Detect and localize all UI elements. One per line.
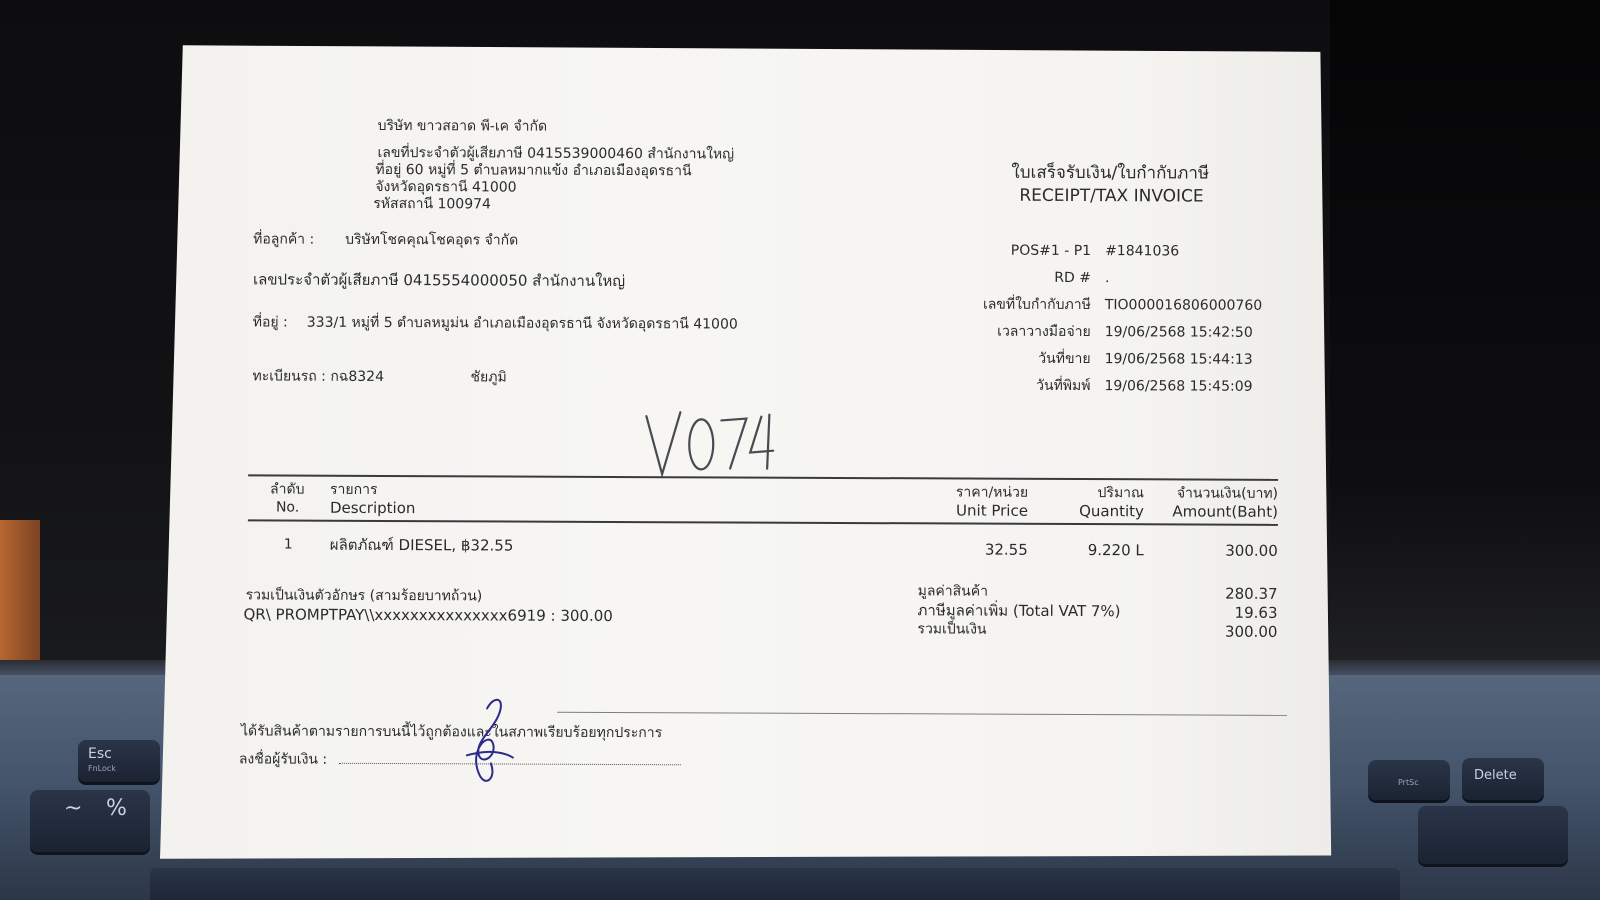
signature-label: ลงชื่อผู้รับเงิน : [238, 751, 328, 768]
tilde-key [30, 790, 150, 852]
esc-key-label: Esc [88, 746, 112, 762]
col-desc-en: Description [329, 498, 416, 518]
row-unit-price: 32.55 [984, 540, 1028, 559]
delete-key [1462, 758, 1544, 800]
tilde-glyph: ~ [64, 796, 83, 821]
meta-label: วันที่พิมพ์ [1036, 377, 1091, 395]
meta-value: TIO000016806000760 [1104, 297, 1263, 314]
meta-value: 19/06/2568 15:44:13 [1104, 351, 1253, 368]
customer-address: 333/1 หมู่ที่ 5 ตำบลหมูม่น อำเภอเมืองอุดรธานี จังหวัดอุดรธานี 41000 [306, 314, 738, 333]
meta-value: 19/06/2568 15:45:09 [1104, 378, 1253, 395]
col-unit-price-en: Unit Price [956, 501, 1029, 520]
meta-label: POS#1 - P1 [1010, 242, 1092, 260]
col-qty-en: Quantity [1079, 502, 1145, 521]
received-statement: ได้รับสินค้าตามรายการบนนี้ไว้ถูกต้องและในสภาพเรียบร้อยทุกประการ [240, 723, 663, 742]
customer-label: ที่อลูกค้า : [253, 231, 315, 248]
fnlock-key-label: FnLock [88, 764, 116, 773]
row-amount: 300.00 [1225, 541, 1278, 560]
col-qty-th: ปริมาณ [1097, 485, 1145, 502]
meta-label: RD # [1054, 269, 1092, 287]
meta-value: . [1104, 270, 1110, 287]
total-value: 19.63 [1234, 603, 1278, 622]
total-value: 300.00 [1224, 622, 1278, 641]
doc-title-th: ใบเสร็จรับเงิน/ใบกำกับภาษี [1011, 162, 1210, 184]
col-amount-th: จำนวนเงิน(บาท) [1176, 485, 1279, 502]
col-desc-th: รายการ [330, 481, 378, 498]
total-value: 280.37 [1225, 584, 1278, 603]
total-label: รวมเป็นเงิน [917, 621, 987, 638]
customer-tax-id: เลขประจำตัวผู้เสียภาษี 0415554000050 สำนักงานใหญ่ [252, 270, 626, 291]
company-name: บริษัท ขาวสอาด พี-เค จำกัด [377, 117, 548, 135]
laptop-bezel [1330, 0, 1600, 690]
esc-key [78, 740, 160, 782]
customer-name: บริษัทโชคคุณโชคอุดร จำกัด [345, 231, 519, 249]
meta-label: เลขที่ใบกำกับภาษี [982, 296, 1091, 314]
col-unit-price-th: ราคา/หน่วย [955, 484, 1029, 501]
company-address-1: ที่อยู่ 60 หมู่ที่ 5 ตำบลหมากแข้ง อำเภอเมืองอุดรธานี [375, 161, 692, 180]
company-address-2: จังหวัดอุดรธานี 41000 [375, 178, 517, 196]
vehicle-plate: ทะเบียนรถ : กฉ8324 [252, 368, 385, 385]
payment-line: QR\ PROMPTPAY\\xxxxxxxxxxxxxxx6919 : 300.00 [243, 605, 613, 625]
signature [156, 42, 1360, 867]
col-no-en: No. [275, 499, 300, 516]
prtsc-key [1368, 760, 1450, 800]
station-code: รหัสสถานี 100974 [373, 195, 491, 213]
company-tax-id: เลขที่ประจำตัวผู้เสียภาษี 0415539000460 สำนักงานใหญ่ [377, 144, 735, 163]
prtsc-key-label: PrtSc [1398, 778, 1419, 787]
doc-title-en: RECEIPT/TAX INVOICE [1019, 185, 1204, 207]
delete-key-label: Delete [1474, 768, 1517, 783]
meta-label: วันที่ขาย [1038, 350, 1091, 368]
letter-keys-row [150, 868, 1400, 900]
meta-value: 19/06/2568 15:42:50 [1104, 324, 1253, 341]
row-quantity: 9.220 L [1087, 541, 1144, 560]
customer-address-label: ที่อยู่ : [252, 314, 288, 331]
percent-glyph: % [106, 796, 127, 821]
meta-label: เวลาวางมือจ่าย [997, 323, 1091, 341]
total-label: ภาษีมูลค่าเพิ่ม (Total VAT 7%) [917, 601, 1121, 621]
backspace-key [1418, 806, 1568, 864]
meta-value: #1841036 [1105, 243, 1180, 260]
amount-in-words: รวมเป็นเงินตัวอักษร (สามร้อยบาทถ้วน) [245, 587, 483, 605]
total-label: มูลค่าสินค้า [917, 583, 989, 600]
row-no: 1 [283, 536, 293, 553]
col-amount-en: Amount(Baht) [1172, 502, 1278, 521]
row-description: ผลิตภัณฑ์ DIESEL, ฿32.55 [329, 535, 514, 555]
receipt-content [156, 42, 1360, 867]
col-no-th: ลำดับ [270, 481, 305, 498]
vehicle-province: ชัยภูมิ [470, 369, 507, 386]
